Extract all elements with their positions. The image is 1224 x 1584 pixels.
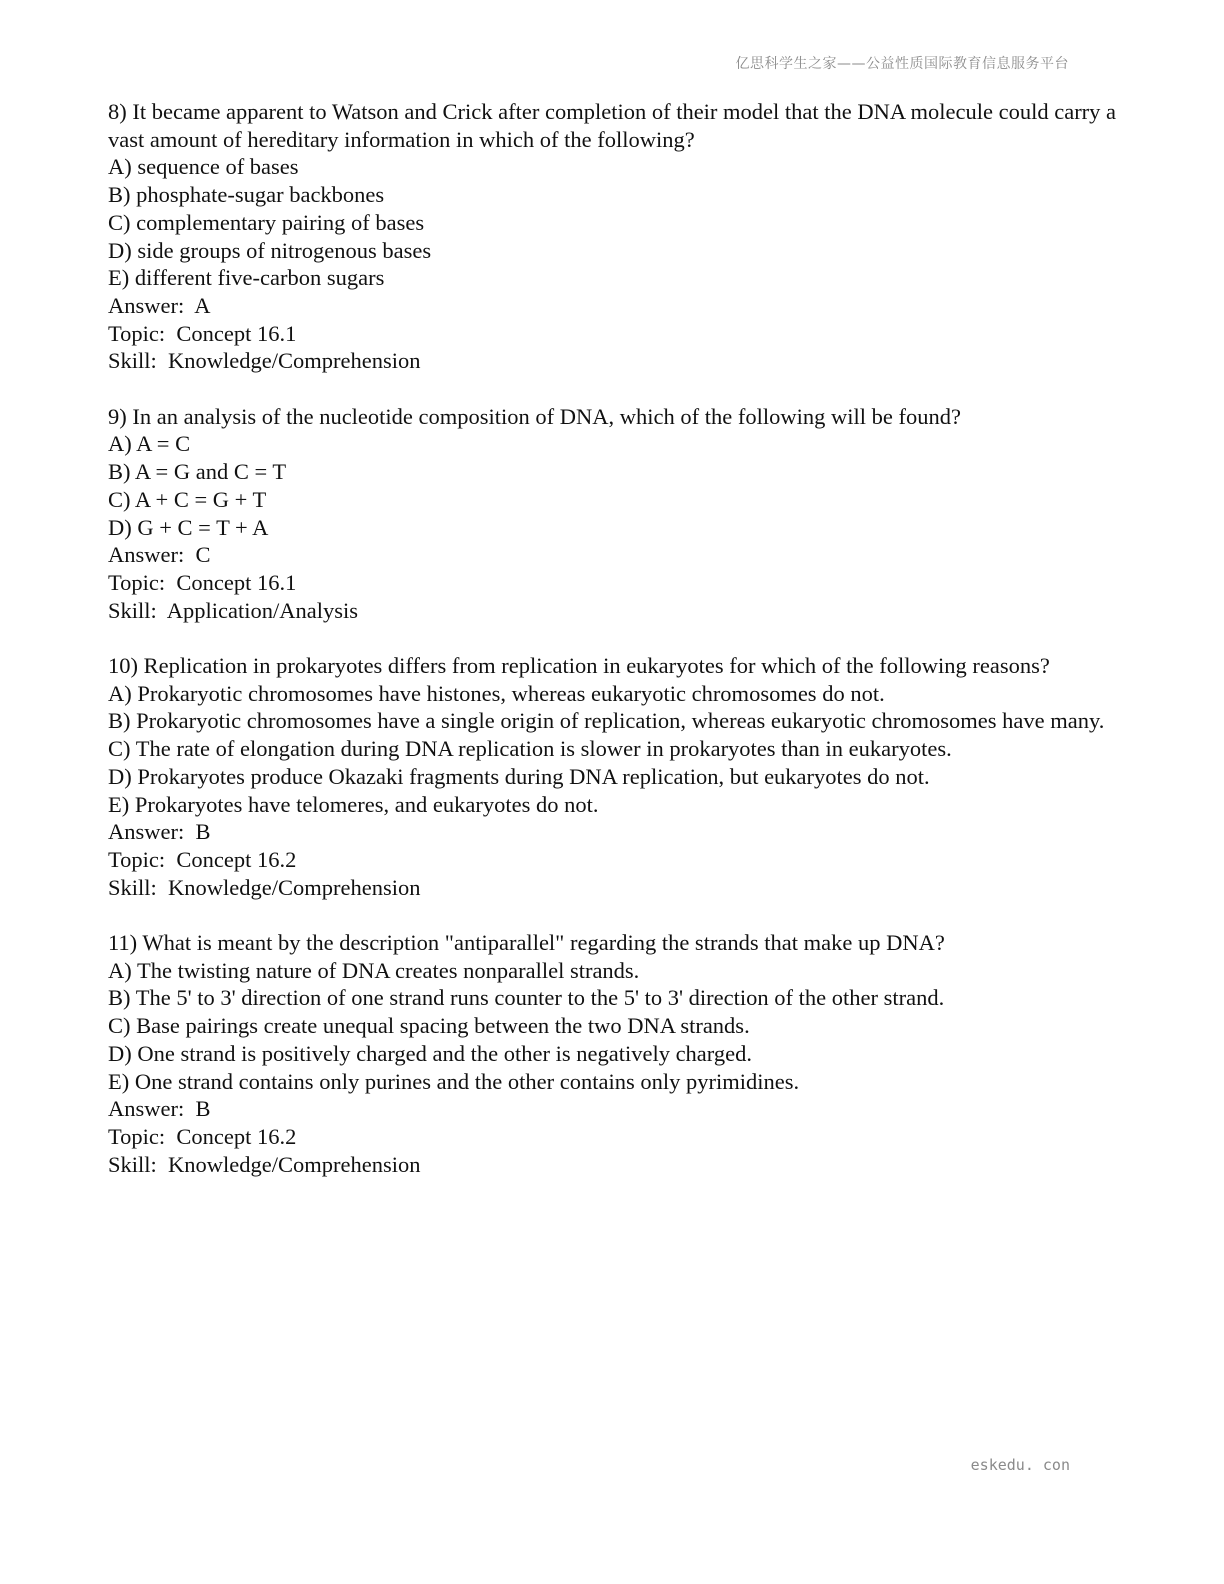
option-e: E) different five-carbon sugars <box>108 265 385 291</box>
skill-line: Skill: Knowledge/Comprehension <box>108 1151 421 1177</box>
question-9 <box>108 403 1118 625</box>
skill-line: Skill: Application/Analysis <box>108 597 359 623</box>
option-a: A) sequence of bases <box>108 154 299 180</box>
answer-line: Answer: B <box>108 819 211 845</box>
option-c: C) A + C = G + T <box>108 486 267 512</box>
topic-line: Topic: Concept 16.2 <box>108 846 297 872</box>
answer-line: Answer: A <box>108 292 211 318</box>
topic-line: Topic: Concept 16.1 <box>108 320 297 346</box>
option-c: C) The rate of elongation during DNA replication is slower in prokaryotes than in eukaryotes. <box>108 736 952 762</box>
question-stem: 10) Replication in prokaryotes differs from replication in eukaryotes for which of the following reasons? <box>108 653 1050 679</box>
topic-line: Topic: Concept 16.2 <box>108 1123 297 1149</box>
topic-line: Topic: Concept 16.1 <box>108 569 297 595</box>
option-b: B) The 5' to 3' direction of one strand runs counter to the 5' to 3' direction of the other strand. <box>108 985 945 1011</box>
answer-line: Answer: C <box>108 542 211 568</box>
option-d: D) side groups of nitrogenous bases <box>108 237 432 263</box>
option-e: E) One strand contains only purines and the other contains only pyrimidines. <box>108 1068 800 1094</box>
option-b: B) phosphate-sugar backbones <box>108 182 385 208</box>
option-e: E) Prokaryotes have telomeres, and eukaryotes do not. <box>108 791 599 817</box>
skill-line: Skill: Knowledge/Comprehension <box>108 348 421 374</box>
question-list <box>108 98 1122 1206</box>
footer-watermark: eskedu. con <box>970 1456 1070 1474</box>
option-b: B) A = G and C = T <box>108 459 287 485</box>
header-watermark: 亿思科学生之家——公益性质国际教育信息服务平台 <box>735 56 1069 72</box>
question-11 <box>108 929 1118 1178</box>
option-d: D) G + C = T + A <box>108 514 269 540</box>
option-d: D) Prokaryotes produce Okazaki fragments during DNA replication, but eukaryotes do not. <box>108 763 930 789</box>
answer-line: Answer: B <box>108 1096 211 1122</box>
question-8 <box>108 98 1122 375</box>
question-stem: 11) What is meant by the description "antiparallel" regarding the strands that make up DNA? <box>108 930 945 956</box>
option-c: C) Base pairings create unequal spacing between the two DNA strands. <box>108 1013 750 1039</box>
skill-line: Skill: Knowledge/Comprehension <box>108 874 421 900</box>
option-a: A) The twisting nature of DNA creates nonparallel strands. <box>108 957 640 983</box>
question-stem: 9) In an analysis of the nucleotide composition of DNA, which of the following will be found? <box>108 403 961 429</box>
option-d: D) One strand is positively charged and the other is negatively charged. <box>108 1040 752 1066</box>
option-a: A) Prokaryotic chromosomes have histones, whereas eukaryotic chromosomes do not. <box>108 680 885 706</box>
option-a: A) A = C <box>108 431 191 457</box>
option-c: C) complementary pairing of bases <box>108 209 425 235</box>
option-b: B) Prokaryotic chromosomes have a single origin of replication, whereas eukaryotic chromosomes have many. <box>108 708 1105 734</box>
question-stem: 8) It became apparent to Watson and Crick after completion of their model that the DNA molecule could carry a vast amount of hereditary information in which of the following? <box>108 99 1122 152</box>
question-10 <box>108 652 1118 901</box>
